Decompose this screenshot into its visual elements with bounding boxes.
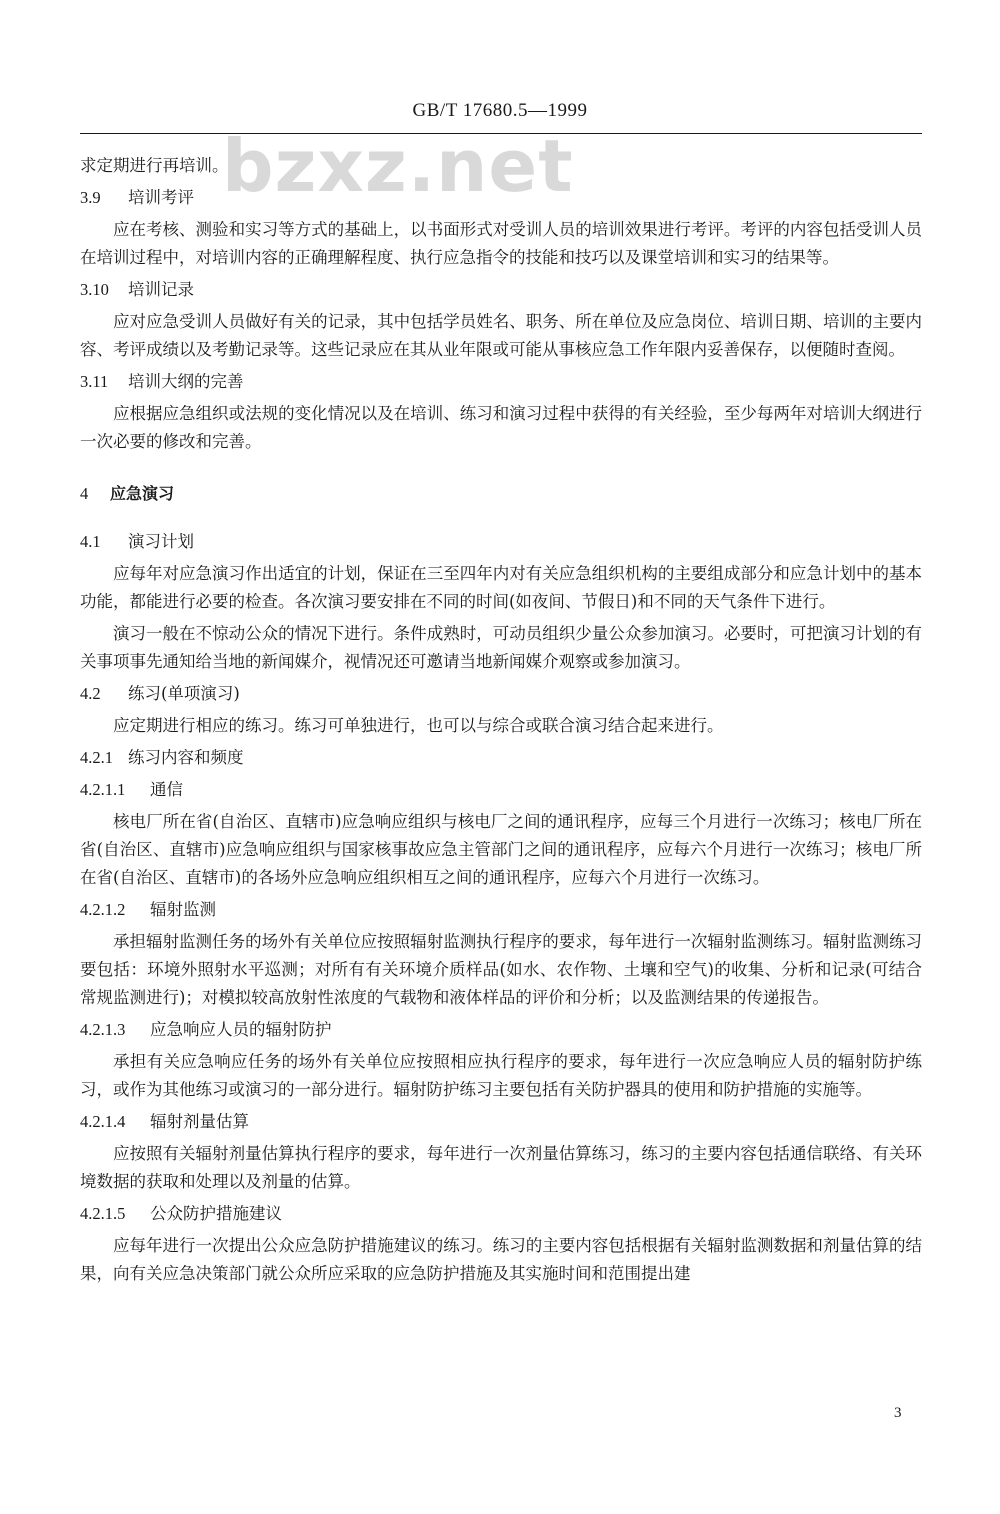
paragraph: 应每年对应急演习作出适宜的计划，保证在三至四年内对有关应急组织机构的主要组成部分和应急计划中的基本功能，都能进行必要的检查。各次演习要安排在不同的时间(如夜间、节假日)和不同的天气条件下进行。	[80, 564, 922, 611]
paragraph: 演习一般在不惊动公众的情况下进行。条件成熟时，可动员组织少量公众参加演习。必要时，可把演习计划的有关事项事先通知给当地的新闻媒介，视情况还可邀请当地新闻媒介观察或参加演习。	[80, 624, 922, 671]
clause-heading	[80, 896, 922, 924]
clause-number: 4.2.1.2	[80, 900, 126, 919]
paragraph: 应根据应急组织或法规的变化情况以及在培训、练习和演习过程中获得的有关经验，至少每两年对培训大纲进行一次必要的修改和完善。	[80, 404, 922, 451]
clause-heading	[80, 368, 922, 396]
clause-title: 应急响应人员的辐射防护	[150, 1020, 332, 1039]
paragraph: 承担有关应急响应任务的场外有关单位应按照相应执行程序的要求，每年进行一次应急响应人员的辐射防护练习，或作为其他练习或演习的一部分进行。辐射防护练习主要包括有关防护器具的使用和防护措施的实施等。	[80, 1052, 922, 1099]
clause-heading	[80, 776, 922, 804]
clause-heading	[80, 1016, 922, 1044]
section-heading	[80, 480, 922, 508]
clause-number: 4	[80, 484, 89, 503]
clause-title: 培训记录	[128, 280, 194, 299]
paragraph: 承担辐射监测任务的场外有关单位应按照辐射监测执行程序的要求，每年进行一次辐射监测练习。辐射监测练习要包括：环境外照射水平巡测；对所有有关环境介质样品(如水、农作物、土壤和空气)的收集、分析和记录(可结合常规监测进行)；对模拟较高放射性浓度的气载物和液体样品的评价和分析；以及监测结果的传递报告。	[80, 932, 922, 1007]
watermark: bzxz.net	[222, 124, 574, 208]
clause-title: 演习计划	[128, 532, 194, 551]
paragraph: 核电厂所在省(自治区、直辖市)应急响应组织与核电厂之间的通讯程序，应每三个月进行一次练习；核电厂所在省(自治区、直辖市)应急响应组织与国家核事故应急主管部门之间的通讯程序，应每六个月进行一次练习；核电厂所在省(自治区、直辖市)的各场外应急响应组织相互之间的通讯程序，应每六个月进行一次练习。	[80, 812, 922, 887]
clause-number: 3.10	[80, 280, 109, 299]
clause-heading	[80, 1200, 922, 1228]
clause-title: 培训考评	[128, 188, 194, 207]
clause-heading	[80, 1108, 922, 1136]
document-header-code: GB/T 17680.5—1999	[412, 100, 588, 121]
paragraph: 求定期进行再培训。	[80, 156, 229, 175]
clause-title: 辐射剂量估算	[150, 1112, 249, 1131]
clause-number: 4.2.1.5	[80, 1204, 126, 1223]
clause-heading	[80, 184, 922, 212]
clause-title: 培训大纲的完善	[128, 372, 244, 391]
paragraph: 应按照有关辐射剂量估算执行程序的要求，每年进行一次剂量估算练习，练习的主要内容包括通信联络、有关环境数据的获取和处理以及剂量的估算。	[80, 1144, 922, 1191]
paragraph: 应每年进行一次提出公众应急防护措施建议的练习。练习的主要内容包括根据有关辐射监测数据和剂量估算的结果，向有关应急决策部门就公众所应采取的应急防护措施及其实施时间和范围提出建	[80, 1236, 922, 1283]
clause-number: 4.2.1.1	[80, 780, 126, 799]
clause-title: 公众防护措施建议	[150, 1204, 282, 1223]
clause-title: 应急演习	[110, 484, 175, 503]
clause-number: 4.2.1.4	[80, 1112, 126, 1131]
clause-heading	[80, 528, 922, 556]
clause-number: 3.11	[80, 372, 109, 391]
clause-title: 辐射监测	[150, 900, 216, 919]
clause-title: 练习内容和频度	[128, 748, 244, 767]
document-body	[80, 152, 922, 1292]
clause-heading	[80, 680, 922, 708]
clause-number: 4.2.1	[80, 748, 113, 767]
clause-title: 通信	[150, 780, 183, 799]
clause-number: 3.9	[80, 188, 101, 207]
paragraph: 应在考核、测验和实习等方式的基础上，以书面形式对受训人员的培训效果进行考评。考评的内容包括受训人员在培训过程中，对培训内容的正确理解程度、执行应急指令的技能和技巧以及课堂培训和实习的结果等。	[80, 220, 922, 267]
clause-number: 4.1	[80, 532, 101, 551]
clause-number: 4.2.1.3	[80, 1020, 126, 1039]
clause-heading	[80, 744, 922, 772]
clause-heading	[80, 276, 922, 304]
paragraph: 应对应急受训人员做好有关的记录，其中包括学员姓名、职务、所在单位及应急岗位、培训日期、培训的主要内容、考评成绩以及考勤记录等。这些记录应在其从业年限或可能从事核应急工作年限内妥善保存，以便随时查阅。	[80, 312, 922, 359]
clause-title: 练习(单项演习)	[128, 684, 240, 703]
paragraph: 应定期进行相应的练习。练习可单独进行，也可以与综合或联合演习结合起来进行。	[113, 716, 724, 735]
page-number: 3	[894, 1405, 902, 1421]
clause-number: 4.2	[80, 684, 101, 703]
